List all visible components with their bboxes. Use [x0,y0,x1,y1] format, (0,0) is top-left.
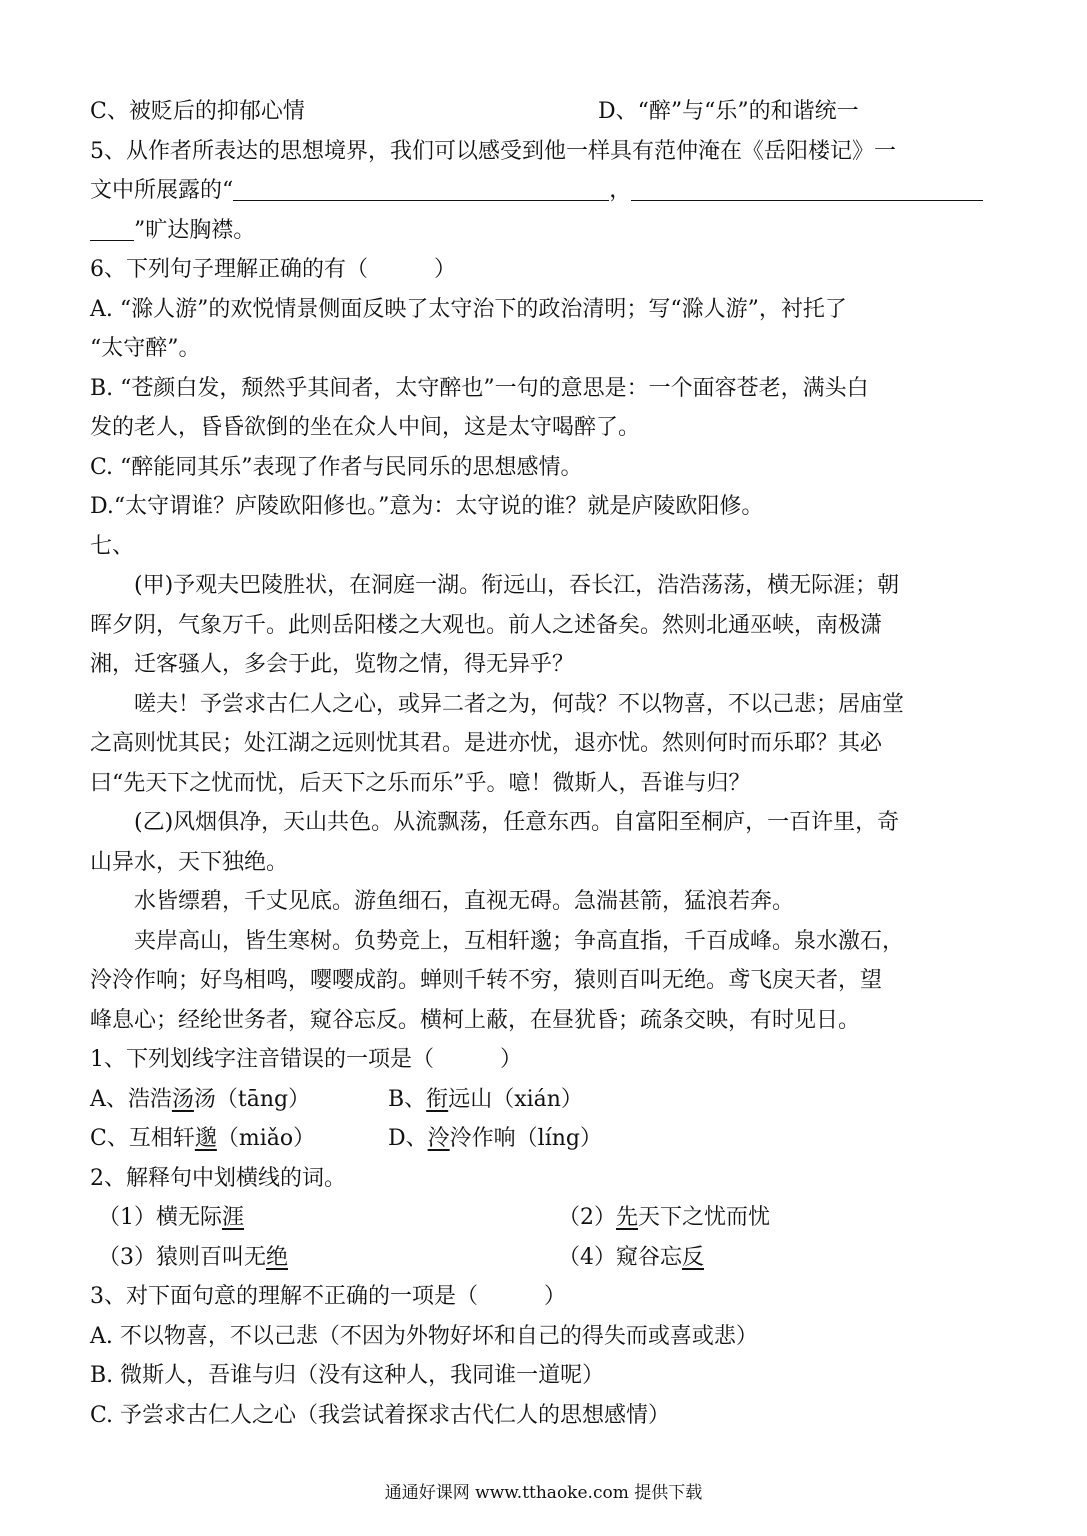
question-3-option-a: A. 不以物喜，不以己悲（不因为外物好坏和自己的得失而或喜或悲） [90,1323,758,1349]
question-6-option-b: B. “苍颜白发，颓然乎其间者，太守醉也”一句的意思是：一个面容苍老，满头白 [90,375,869,401]
question-2-items-12 [90,1198,1000,1238]
answer-blank[interactable] [90,216,134,241]
question-2-item-3: （3）猿则百叫无绝 [98,1244,289,1270]
question-1-option-a: A、浩浩汤汤（tāng） [90,1086,311,1112]
question-5-line-3: ”旷达胸襟。 [90,211,1000,251]
question-2: 2、解释句中划横线的词。 [90,1165,346,1191]
option-line [90,92,1000,132]
question-3-option-b: B. 微斯人，吾谁与归（没有这种人，我同谁一道呢） [90,1363,605,1388]
question-1-option-c: C、互相轩邈（miǎo） [90,1126,316,1151]
question-1: 1、下列划线字注音错误的一项是（ ） [90,1047,522,1072]
passage-jia-line-3: 湘，迁客骚人，多会于此，览物之情，得无异乎？ [90,652,575,677]
question-2-item-1: （1）横无际涯 [98,1205,245,1230]
question-3-option-c: C. 予尝求古仁人之心（我尝试着探求古代仁人的思想感情） [90,1402,671,1428]
question-6-option-b-cont: 发的老人，昏昏欲倒的坐在众人中间，这是太守喝醉了。 [90,415,641,440]
question-5-line-2: 文中所展露的“ ， [90,171,1000,211]
passage-yi-line-6: 峰息心；经纶世务者，窥谷忘反。横柯上蔽，在昼犹昏；疏条交映，有时见日。 [90,1007,861,1033]
answer-blank[interactable] [631,176,983,201]
page-footer: 通通好课网 www.tthaoke.com 提供下载 [384,1483,703,1503]
passage-yi-line-4: 夹岸高山，皆生寒树。负势竞上，互相轩邈；争高直指，千百成峰。泉水激石， [134,928,905,954]
passage-yi-line-5: 泠泠作响；好鸟相鸣，嘤嘤成韵。蝉则千转不穷，猿则百叫无绝。鸢飞戾天者，望 [90,968,883,993]
passage-jia-line-2: 晖夕阴，气象万千。此则岳阳楼之大观也。前人之述备矣。然则北通巫峡，南极潇 [90,612,883,638]
section-7-heading: 七、 [90,533,135,559]
question-6-option-d: D.“太守谓谁？庐陵欧阳修也。”意为：太守说的谁？就是庐陵欧阳修。 [90,494,764,519]
passage-jia-line-1: (甲)予观夫巴陵胜状，在洞庭一湖。衔远山，吞长江，浩浩荡荡，横无际涯；朝 [134,573,900,598]
question-1-option-d: D、泠泠作响（líng） [388,1126,602,1151]
question-6-option-a: A. “滁人游”的欢悦情景侧面反映了太守治下的政治清明；写“滁人游”，衬托了 [90,296,847,322]
question-6-option-a-cont: “太守醉”。 [90,336,201,361]
answer-blank[interactable] [233,176,609,201]
question-6: 6、下列句子理解正确的有（ ） [90,257,456,282]
question-1-option-b: B、衔远山（xián） [388,1086,583,1112]
question-3: 3、对下面句意的理解不正确的一项是（ ） [90,1284,566,1309]
question-1-options-ab [90,1080,1000,1120]
passage-jia-line-4: 嗟夫！予尝求古仁人之心，或异二者之为，何哉？不以物喜，不以己悲；居庙堂 [134,691,905,717]
option-d: D、“醉”与“乐”的和谐统一 [598,99,859,124]
question-1-options-cd [90,1119,1000,1159]
document-body [90,92,1000,1435]
question-6-option-c: C. “醉能同其乐”表现了作者与民同乐的思想感情。 [90,454,583,480]
passage-jia-line-6: 曰“先天下之忧而忧，后天下之乐而乐”乎。噫！微斯人，吾谁与归？ [90,770,751,796]
passage-yi-line-1: (乙)风烟俱净，天山共色。从流飘荡，任意东西。自富阳至桐庐，一百许里，奇 [134,810,900,835]
option-c: C、被贬后的抑郁心情 [90,99,305,124]
question-5-line-1: 5、从作者所表达的思想境界，我们可以感受到他一样具有范仲淹在《岳阳楼记》一 [90,138,896,164]
passage-jia-line-5: 之高则忧其民；处江湖之远则忧其君。是进亦忧，退亦忧。然则何时而乐耶？其必 [90,731,883,756]
question-2-items-34 [90,1238,1000,1278]
passage-yi-line-3: 水皆缥碧，千丈见底。游鱼细石，直视无碍。急湍甚箭，猛浪若奔。 [134,889,795,914]
passage-yi-line-2: 山异水，天下独绝。 [90,849,289,875]
question-2-item-4: （4）窥谷忘反 [558,1244,705,1270]
question-2-item-2: （2）先天下之忧而忧 [558,1205,771,1230]
